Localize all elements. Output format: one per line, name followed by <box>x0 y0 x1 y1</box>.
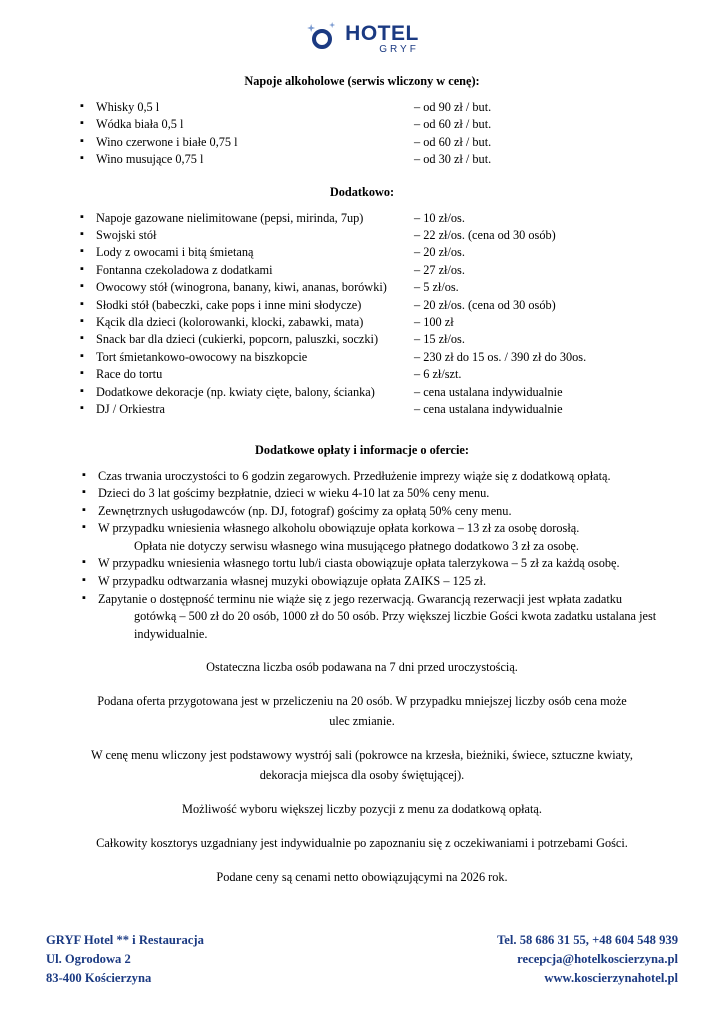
extras-price-list <box>46 210 678 419</box>
footer-phone: Tel. 58 686 31 55, +48 604 548 939 <box>497 933 678 947</box>
list-item: ▪ Wino musujące 0,75 l – od 30 zł / but. <box>46 151 678 168</box>
alcohol-section-title: Napoje alkoholowe (serwis wliczony w cenę): <box>244 74 480 88</box>
footer <box>46 931 678 988</box>
list-item: ▪ Wino czerwone i białe 0,75 l – od 60 zł / but. <box>46 134 678 151</box>
info-section-title: Dodatkowe opłaty i informacje o ofercie: <box>255 442 469 457</box>
list-item: ▪ Race do tortu – 6 zł/szt. <box>46 366 678 383</box>
alcohol-price-list <box>46 99 678 169</box>
circle-logo-icon <box>305 22 339 56</box>
list-item: ▪ Wódka biała 0,5 l – od 60 zł / but. <box>46 116 678 133</box>
logo-sub-text: GRYF <box>379 44 419 55</box>
list-item: ▪ Fontanna czekoladowa z dodatkami – 27 zł/os. <box>46 262 678 279</box>
list-item: ▪ W przypadku odtwarzania własnej muzyki obowiązuje opłata ZAIKS – 125 zł. <box>46 573 678 591</box>
list-item: ▪ Czas trwania uroczystości to 6 godzin zegarowych. Przedłużenie imprezy wiąże się z dodatkową opłatą. <box>46 468 678 486</box>
list-item: ▪ Dzieci do 3 lat gościmy bezpłatnie, dzieci w wieku 4-10 lat za 50% ceny menu. <box>46 485 678 503</box>
list-item: ▪ Kącik dla dzieci (kolorowanki, klocki, zabawki, mata) – 100 zł <box>46 314 678 331</box>
info-list <box>46 468 678 644</box>
list-item: ▪ Zapytanie o dostępność terminu nie wiąże się z jego rezerwacją. Gwarancją rezerwacji jest wpłata zadatku gotówką – 500 zł do 20 osób, 1000 zł do 50 osób. Przy większej liczbie Gości kwota zadatku ustalana jest indywidualnie. <box>46 591 678 644</box>
list-item: ▪ Słodki stół (babeczki, cake pops i inne mini słodycze) – 20 zł/os. (cena od 30 osób) <box>46 297 678 314</box>
list-item: ▪ Napoje gazowane nielimitowane (pepsi, mirinda, 7up) – 10 zł/os. <box>46 210 678 227</box>
footer-company-name: GRYF Hotel ** i Restauracja <box>46 933 204 947</box>
note-prices-net: Podane ceny są cenami netto obowiązującymi na 2026 rok. <box>216 870 508 885</box>
footer-city: 83-400 Kościerzyna <box>46 971 152 985</box>
note-estimate: Całkowity kosztorys uzgadniany jest indywidualnie po zapoznaniu się z oczekiwaniami i potrzebami Gości. <box>96 836 628 851</box>
list-item: ▪ Snack bar dla dzieci (cukierki, popcorn, paluszki, soczki) – 15 zł/os. <box>46 331 678 348</box>
extras-section-title: Dodatkowo: <box>329 184 395 199</box>
list-item: ▪ Dodatkowe dekoracje (np. kwiaty cięte, balony, ścianka) – cena ustalana indywidualnie <box>46 384 678 401</box>
note-decor: W cenę menu wliczony jest podstawowy wystrój sali (pokrowce na krzesła, bieżniki, świece, sztuczne kwiaty, dekoracja miejsca dla osoby świętującej). <box>91 748 633 783</box>
list-item: ▪ Owocowy stół (winogrona, banany, kiwi, ananas, borówki) – 5 zł/os. <box>46 279 678 296</box>
footer-website[interactable]: www.koscierzynahotel.pl <box>544 971 678 985</box>
list-item: ▪ Whisky 0,5 l – od 90 zł / but. <box>46 99 678 116</box>
list-item: ▪ Swojski stół – 22 zł/os. (cena od 30 osób) <box>46 227 678 244</box>
note-person-count: Podana oferta przygotowana jest w przeliczeniu na 20 osób. W przypadku mniejszej liczby osób cena może ulec zmianie. <box>97 694 627 729</box>
note-final-count: Ostateczna liczba osób podawana na 7 dni przed uroczystością. <box>206 660 518 675</box>
footer-street: Ul. Ogrodowa 2 <box>46 952 131 966</box>
note-menu-options: Możliwość wyboru większej liczby pozycji z menu za dodatkową opłatą. <box>182 802 542 817</box>
list-item: ▪ Zewnętrznych usługodawców (np. DJ, fotograf) gościmy za opłatą 50% ceny menu. <box>46 503 678 521</box>
list-item: ▪ Tort śmietankowo-owocowy na biszkopcie – 230 zł do 15 os. / 390 zł do 30os. <box>46 349 678 366</box>
list-item: ▪ Lody z owocami i bitą śmietaną – 20 zł/os. <box>46 244 678 261</box>
list-item: ▪ W przypadku wniesienia własnego alkoholu obowiązuje opłata korkowa – 13 zł za osobę dorosłą. Opłata nie dotyczy serwisu własnego wina musującego płatnego dodatkowo 3 zł za osobę. <box>46 520 678 555</box>
list-item: ▪ W przypadku wniesienia własnego tortu lub/i ciasta obowiązuje opłata talerzykowa – 5 zł za każdą osobę. <box>46 555 678 573</box>
list-item: ▪ DJ / Orkiestra – cena ustalana indywidualnie <box>46 401 678 418</box>
hotel-logo <box>46 22 678 56</box>
footer-email[interactable]: recepcja@hotelkoscierzyna.pl <box>517 952 678 966</box>
logo-brand-text: HOTEL <box>345 22 419 45</box>
